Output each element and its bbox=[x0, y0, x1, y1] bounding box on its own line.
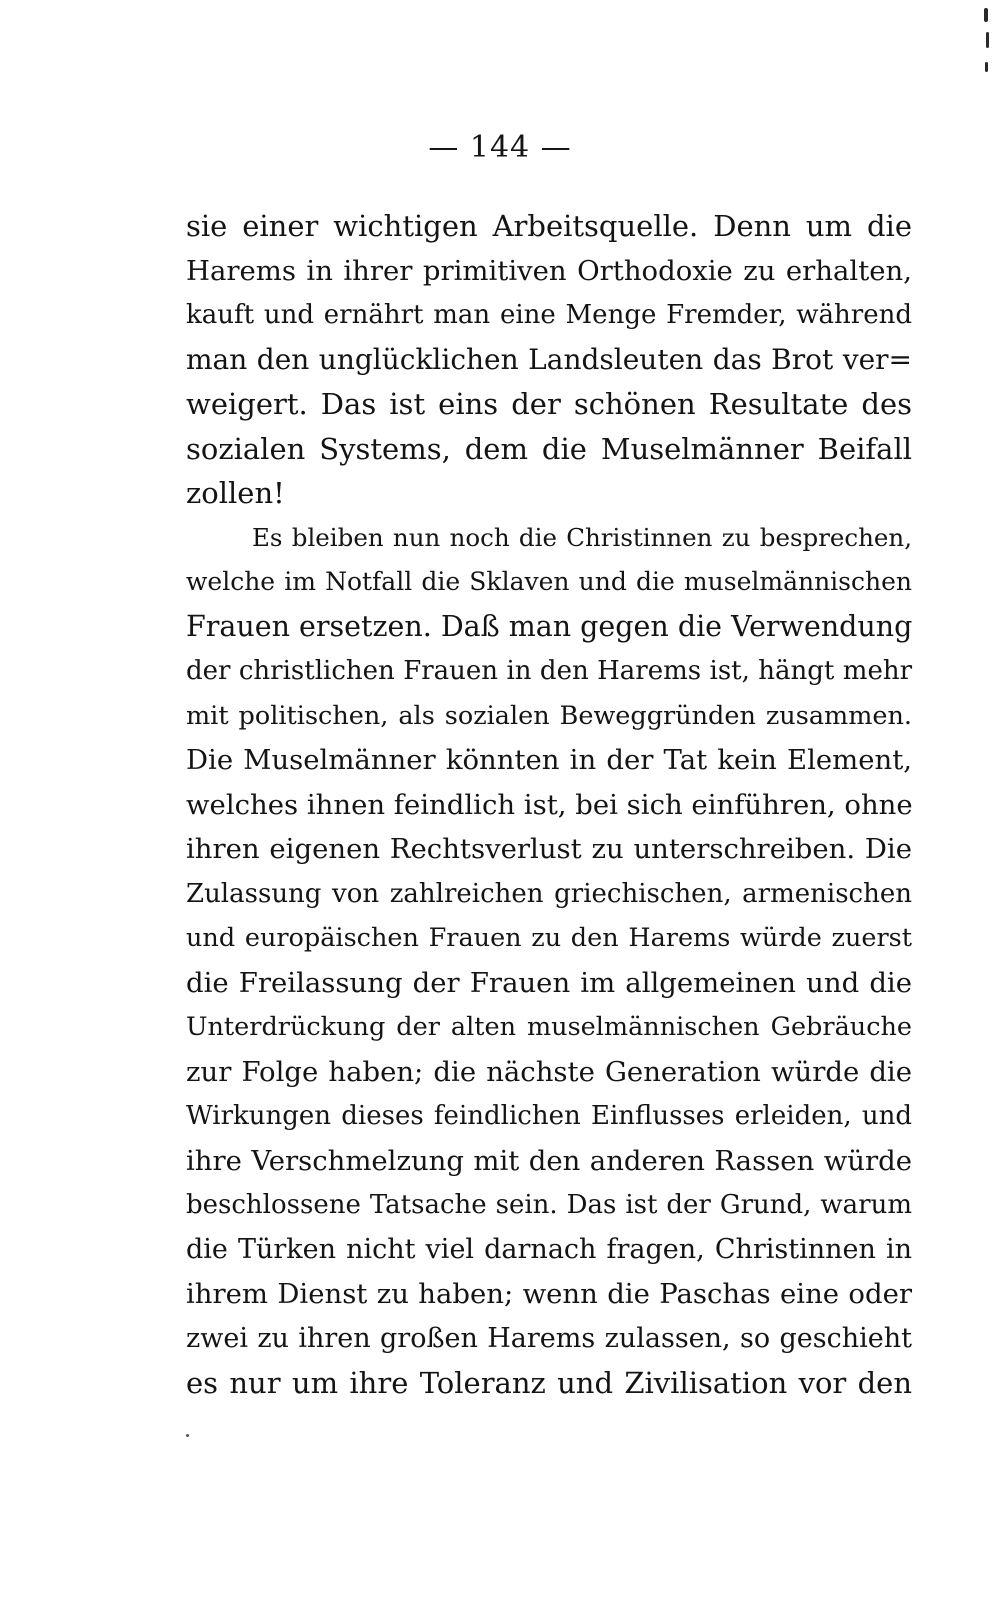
page-edge-mark bbox=[984, 8, 988, 22]
text-line: man den unglücklichen Landsleuten das Brot ver= bbox=[186, 342, 912, 376]
text-line: sozialen Systems, dem die Muselmänner Beifall bbox=[186, 431, 912, 466]
page-edge-mark bbox=[985, 62, 988, 72]
text-line: sie einer wichtigen Arbeitsquelle. Denn um die bbox=[186, 209, 912, 243]
text-line: ihren eigenen Rechtsverlust zu unterschreiben. Die bbox=[186, 833, 912, 865]
text-line: und europäischen Frauen zu den Harems würde zuerst bbox=[186, 923, 912, 953]
text-line: welche im Notfall die Sklaven und die muselmännischen bbox=[186, 567, 912, 596]
text-line: ihre Verschmelzung mit den anderen Rassen würde bbox=[186, 1144, 912, 1177]
text-line: die Türken nicht viel darnach fragen, Christinnen in bbox=[186, 1233, 912, 1265]
text-line: Wirkungen dieses feindlichen Einflusses erleiden, und bbox=[186, 1101, 912, 1131]
text-line: Frauen ersetzen. Daß man gegen die Verwendung bbox=[186, 609, 913, 643]
text-line: die Freilassung der Frauen im allgemeinen und die bbox=[186, 966, 912, 999]
text-line: beschlossene Tatsache sein. Das ist der Grund, warum bbox=[186, 1190, 912, 1220]
page-edge-mark bbox=[986, 32, 989, 48]
text-line: kauft und ernährt man eine Menge Fremder, während bbox=[186, 300, 912, 330]
text-line: zur Folge haben; die nächste Generation würde die bbox=[186, 1055, 912, 1088]
page-number: — 144 — bbox=[428, 130, 572, 165]
text-line: Unterdrückung der alten muselmännischen Gebräuche bbox=[186, 1012, 912, 1042]
text-line: ihrem Dienst zu haben; wenn die Paschas eine oder bbox=[186, 1278, 912, 1310]
text-line: Die Muselmänner könnten in der Tat kein Element, bbox=[186, 744, 912, 776]
text-line: zwei zu ihren großen Harems zulassen, so geschieht bbox=[186, 1322, 912, 1354]
text-line: welches ihnen feindlich ist, bei sich einführen, ohne bbox=[186, 788, 913, 821]
body-text bbox=[186, 204, 912, 1406]
text-line: Zulassung von zahlreichen griechischen, armenischen bbox=[186, 878, 912, 909]
paragraph-start-line: Es bleiben nun noch die Christinnen zu besprechen, bbox=[252, 522, 912, 552]
text-line: zollen! bbox=[186, 476, 285, 510]
paper-speck bbox=[186, 1434, 189, 1437]
text-line: mit politischen, als sozialen Beweggründen zusammen. bbox=[186, 700, 912, 731]
text-line: es nur um ihre Toleranz und Zivilisation vor den bbox=[186, 1366, 912, 1400]
text-line: der christlichen Frauen in den Harems ist, hängt mehr bbox=[186, 656, 912, 686]
text-line: weigert. Das ist eins der schönen Resultate des bbox=[186, 387, 912, 421]
text-line: Harems in ihrer primitiven Orthodoxie zu erhalten, bbox=[186, 254, 912, 287]
